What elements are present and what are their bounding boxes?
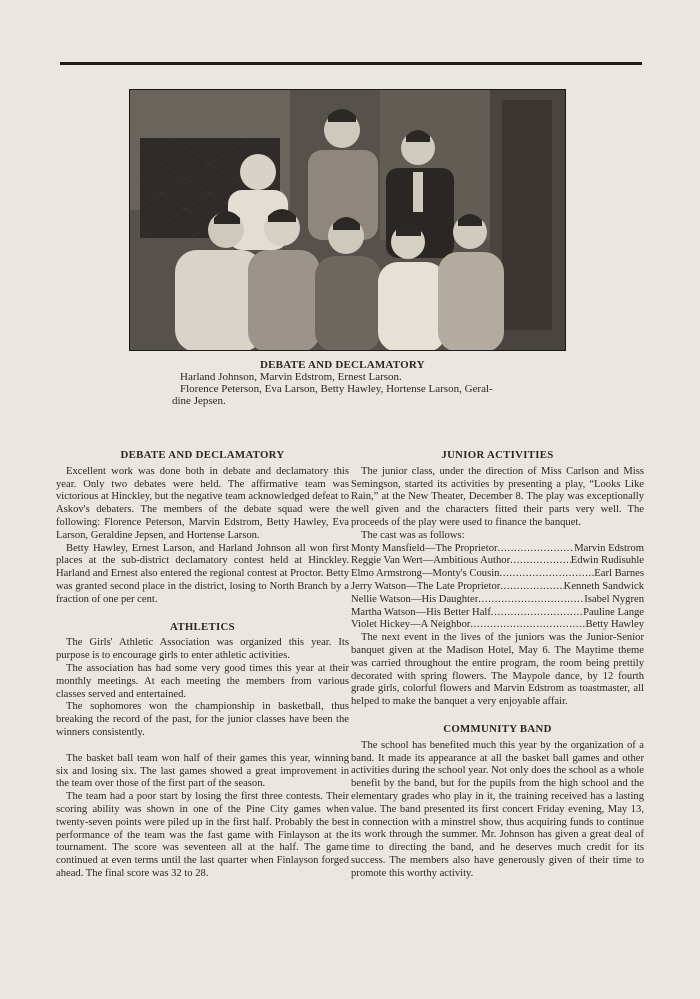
right-column — [351, 449, 644, 881]
cast-row — [351, 619, 644, 632]
cast-actor: Edwin Rudisuhle — [570, 555, 644, 567]
cast-actor: Pauline Lange — [583, 606, 644, 618]
caption-line-3: dine Jepsen. — [172, 395, 226, 407]
junior-heading: JUNIOR ACTIVITIES — [441, 449, 554, 461]
athletics-heading: ATHLETICS — [170, 620, 235, 633]
group-photo — [129, 89, 566, 351]
cast-row — [351, 568, 644, 581]
cast-role: Jerry Watson—The Late Proprietor — [351, 580, 501, 592]
cast-row — [351, 594, 644, 607]
cast-row — [351, 555, 644, 568]
left-column — [56, 449, 349, 881]
debate-paragraph-2: Betty Hawley, Ernest Larson, and Harland Johnson all won first places at the sub-district declamatory contest held at Hinckley. Harland and Ernest also entered the regional contest at Proctor. Betty was granted second place in the district, losing to North Branch by a fraction of one per cent. — [56, 542, 349, 605]
photo-caption — [172, 359, 558, 407]
cast-role: Martha Watson—His Better Half — [351, 606, 491, 618]
cast-role: Elmo Armstrong—Monty's Cousin — [351, 568, 500, 580]
cast-leader-dots — [499, 568, 594, 581]
cast-intro: The cast was as follows: — [361, 529, 465, 541]
cast-row — [351, 543, 644, 556]
junior-paragraph-1: The junior class, under the direction of Miss Carlson and Miss Semingson, started its activities by presenting a play, “Looks Like Rain,” at the New Theater, December 8. The play was exceptionally well given and the characters fitted their parts very well. The proceeds of the play were used to finance the banquet. — [351, 465, 644, 528]
cast-row — [351, 581, 644, 594]
athletics-paragraph-1: The Girls' Athletic Association was organized this year. Its purpose is to encourage girls to enter athletic activities. — [56, 637, 349, 662]
group-photo-illustration — [130, 90, 566, 351]
cast-role: Reggie Van Wert—Ambitious Author — [351, 555, 511, 567]
cast-actor: Betty Hawley — [585, 619, 644, 631]
cast-actor: Isabel Nygren — [584, 593, 644, 605]
spacer — [56, 740, 349, 753]
cast-leader-dots — [498, 543, 575, 556]
cast-actor: Earl Barnes — [594, 568, 644, 580]
athletics-paragraph-3: The sophomores won the championship in basketball, thus breaking the record of the past, for the junior classes have been the winners consistently. — [56, 701, 349, 738]
cast-leader-dots — [491, 607, 583, 620]
caption-line-1: Harland Johnson, Marvin Edstrom, Ernest Larson. — [180, 371, 402, 383]
cast-role: Monty Mansfield—The Proprietor — [351, 542, 498, 554]
caption-title: DEBATE AND DECLAMATORY — [260, 359, 425, 371]
cast-leader-dots — [478, 594, 584, 607]
athletics-paragraph-4: The basket ball team won half of their games this year, winning six and losing six. The last games showed a great improvement in the team over those of the first part of the season. — [56, 752, 349, 790]
athletics-paragraph-5: The team had a poor start by losing the first three contests. Their scoring ability was shown in one of the Pine City games when twenty-seven points were piled up in the first half. Probably the best performance of the team was the fast game with Finlayson at the tournament. The score was seventeen all at the half. The game continued at even terms until the last quarter when Finlayson forged ahead. The final score was 32 to 28. — [56, 791, 349, 879]
debate-heading: DEBATE AND DECLAMATORY — [120, 449, 285, 461]
cast-role: Violet Hickey—A Neighbor — [351, 619, 471, 631]
cast-role: Nellie Watson—His Daughter — [351, 593, 479, 605]
band-paragraph-1: The school has benefited much this year by the organization of a band. It made its appearance at all the basket ball games and other activities during the school year. Not only does the school as a whole benefit by the band, but for the pupils from the high school and the elementary grades who play in it, the training received has a lasting value. The band presented its first concert Friday evening, May 13, in connection with a minstrel show, thus acquiring funds to continue its work through the summer. Mr. Johnson has given a great deal of time to directing the band, and he deserves much credit for its success. The members also have generously given of their time to promote this worthy activity. — [351, 739, 644, 879]
cast-list — [351, 543, 644, 633]
cast-actor: Kenneth Sandwick — [563, 580, 644, 592]
caption-line-2: Florence Peterson, Eva Larson, Betty Hawley, Hortense Larson, Geral- — [180, 383, 493, 395]
cast-row — [351, 607, 644, 620]
debate-paragraph-1: Excellent work was done both in debate and declamatory this year. Only two debates were held. The affirmative team was victorious at Hinckley, but the negative team acknowledged defeat to Askov's debaters. The members of the debate squad were the following: Florence Peterson, Marvin Edstrom, Betty Hawley, Eva Larson, Geraldine Jepsen, and Hortense Larson. — [56, 465, 349, 541]
band-heading: COMMUNITY BAND — [443, 722, 552, 735]
cast-actor: Marvin Edstrom — [574, 542, 644, 554]
spacer — [56, 607, 349, 621]
cast-leader-dots — [500, 581, 563, 594]
junior-paragraph-2: The next event in the lives of the juniors was the Junior-Senior banquet given at the Madison Hotel, May 6. The Maytime theme was carried throughout the entire program, the room being prettily decorated with spring flowers. The Maypole dance, by 12 fourth grade girls, colorful flowers and Marvin Edstrom as toastmaster, all helped to make the banquet a very enjoyable affair. — [351, 632, 644, 708]
cast-leader-dots — [470, 619, 585, 632]
athletics-paragraph-2: The association has had some very good times this year at their monthly meetings. At each meeting the members from various classes served and entertained. — [56, 662, 349, 700]
spacer — [351, 709, 644, 723]
top-rule — [60, 62, 642, 65]
cast-leader-dots — [510, 555, 571, 568]
